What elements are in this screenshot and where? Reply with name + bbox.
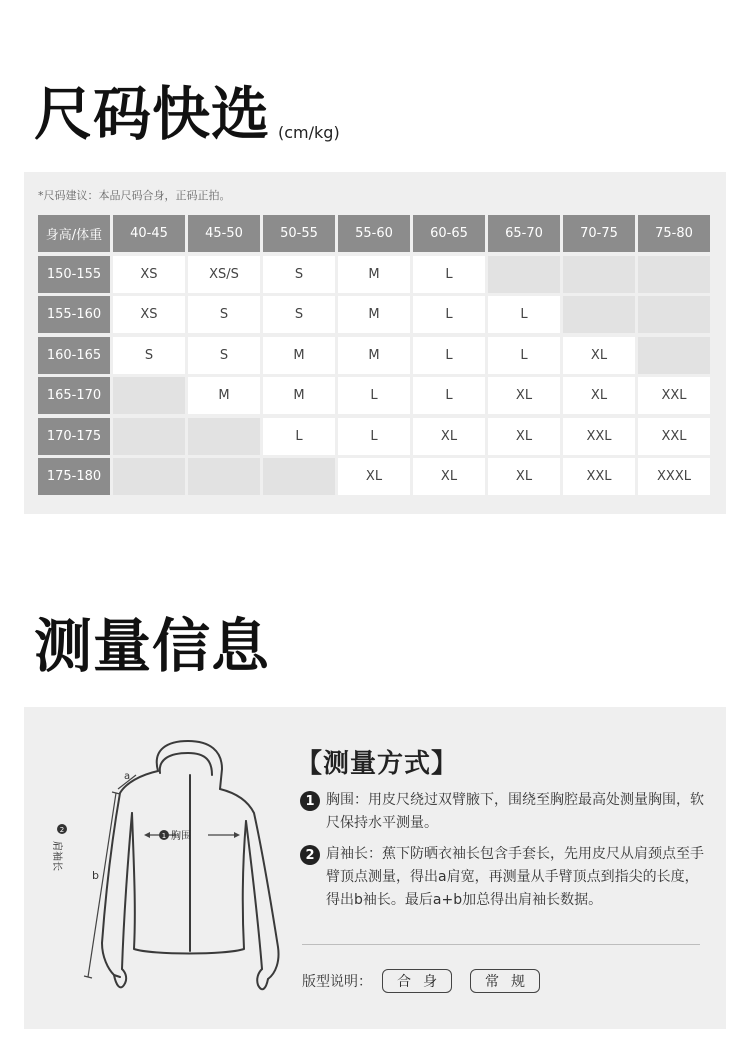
size-cell: XXL [563, 418, 635, 455]
chest-label: 胸围 [171, 831, 191, 842]
size-cell: L [413, 377, 485, 414]
label-b: b [92, 869, 99, 882]
empty-cell [188, 418, 260, 455]
size-suggestion: *尺码建议：本品尺码合身，正码正拍。 [38, 189, 231, 202]
size-cell: XS [113, 296, 185, 333]
size-cell: M [338, 256, 410, 293]
fit-row [302, 969, 540, 993]
divider [302, 944, 700, 945]
empty-cell [638, 256, 710, 293]
size-section-title [34, 78, 340, 150]
height-header: 170-175 [38, 418, 110, 455]
empty-cell [488, 256, 560, 293]
chest-num: 1 [161, 832, 167, 840]
size-cell: XL [488, 418, 560, 455]
table-corner-header: 身高/体重 [38, 215, 110, 252]
size-cell: S [113, 337, 185, 374]
measure-item-text: 肩袖长：蕉下防晒衣袖长包含手套长，先用皮尺从肩颈点至手臂顶点测量，得出a肩宽，再测量从手臂顶点到指尖的长度，得出b袖长。最后a+b加总得出肩袖长数据。 [326, 846, 704, 908]
size-unit: (cm/kg) [278, 123, 340, 142]
fit-tag-regular: 常规 [470, 969, 540, 993]
fit-label: 版型说明： [302, 974, 372, 990]
size-cell: M [338, 337, 410, 374]
size-cell: S [188, 337, 260, 374]
weight-header: 55-60 [338, 215, 410, 252]
height-header: 160-165 [38, 337, 110, 374]
size-cell: XL [413, 458, 485, 495]
size-cell: L [338, 377, 410, 414]
weight-header: 65-70 [488, 215, 560, 252]
empty-cell [563, 256, 635, 293]
size-cell: M [188, 377, 260, 414]
measure-title: 测量信息 [34, 612, 271, 680]
empty-cell [638, 296, 710, 333]
size-cell: XXL [638, 418, 710, 455]
number-badge: 1 [300, 791, 320, 811]
jacket-diagram [40, 729, 290, 999]
measure-item-text: 胸围：用皮尺绕过双臂腋下，围绕至胸腔最高处测量胸围，软尺保持水平测量。 [326, 792, 704, 831]
size-cell: S [188, 296, 260, 333]
size-chart-panel [24, 172, 726, 514]
size-cell: XL [563, 337, 635, 374]
size-cell: L [488, 296, 560, 333]
measure-item-chest [300, 789, 710, 835]
size-cell: S [263, 256, 335, 293]
size-cell: L [413, 296, 485, 333]
height-header: 165-170 [38, 377, 110, 414]
height-header: 150-155 [38, 256, 110, 293]
method-title: 【测量方式】 [296, 749, 459, 779]
size-cell: XL [488, 377, 560, 414]
empty-cell [113, 377, 185, 414]
weight-header: 70-75 [563, 215, 635, 252]
size-cell: L [413, 337, 485, 374]
size-cell: M [263, 377, 335, 414]
sleeve-num: 2 [59, 826, 65, 834]
height-header: 155-160 [38, 296, 110, 333]
size-cell: S [263, 296, 335, 333]
number-badge: 2 [300, 845, 320, 865]
fit-tag-fitted: 合身 [382, 969, 452, 993]
weight-header: 45-50 [188, 215, 260, 252]
weight-header: 40-45 [113, 215, 185, 252]
empty-cell [188, 458, 260, 495]
size-cell: XXL [638, 377, 710, 414]
size-cell: L [263, 418, 335, 455]
weight-header: 60-65 [413, 215, 485, 252]
sleeve-label: 肩袖长 [51, 841, 62, 871]
size-chart-table [38, 215, 712, 499]
size-cell: XXXL [638, 458, 710, 495]
size-cell: XXL [563, 458, 635, 495]
size-cell: L [413, 256, 485, 293]
size-cell: XL [563, 377, 635, 414]
height-header: 175-180 [38, 458, 110, 495]
size-cell: XL [413, 418, 485, 455]
empty-cell [263, 458, 335, 495]
empty-cell [113, 458, 185, 495]
empty-cell [113, 418, 185, 455]
size-cell: M [263, 337, 335, 374]
size-title: 尺码快选 [34, 80, 271, 148]
size-cell: L [488, 337, 560, 374]
size-cell: XS [113, 256, 185, 293]
empty-cell [638, 337, 710, 374]
empty-cell [563, 296, 635, 333]
label-a: a [124, 771, 131, 782]
size-cell: M [338, 296, 410, 333]
size-cell: XL [488, 458, 560, 495]
size-cell: L [338, 418, 410, 455]
size-cell: XL [338, 458, 410, 495]
weight-header: 75-80 [638, 215, 710, 252]
measure-item-sleeve [300, 843, 710, 912]
size-cell: XS/S [188, 256, 260, 293]
measure-panel [24, 707, 726, 1029]
weight-header: 50-55 [263, 215, 335, 252]
